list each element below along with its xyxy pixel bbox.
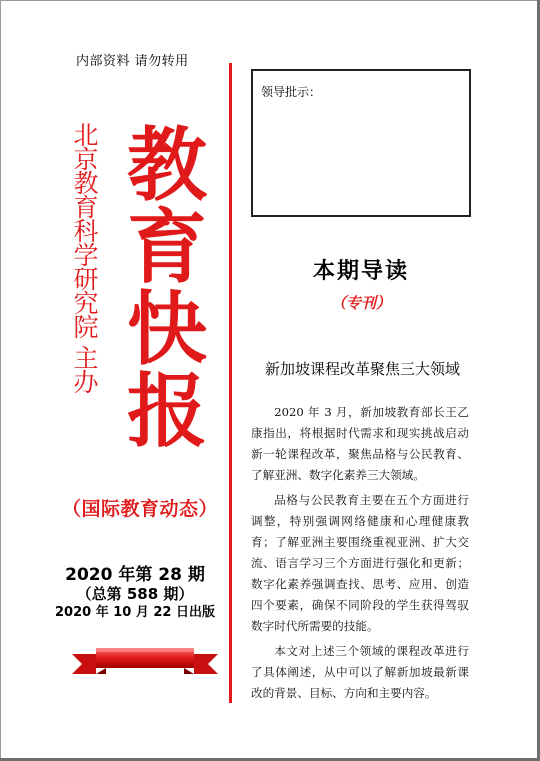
masthead-char-1: 教 [127, 119, 207, 212]
article-title: 新加坡课程改革聚焦三大领域 [264, 360, 460, 378]
issue-info [40, 565, 230, 622]
masthead-char-4: 报 [127, 365, 207, 458]
issue-number: 2020 年第 28 期 [65, 565, 205, 585]
guide-title: 本期导读 [312, 258, 409, 284]
masthead-char-3: 快 [127, 283, 207, 376]
article-paragraph: 品格与公民教育主要在五个方面进行调整，特别强调网络健康和心理健康教育；了解亚洲主要围绕重视亚洲、扩大交流、语言学习三个方面进行强化和更新；数字化素养强调查找、思考、应用、创造四个要素，确保不同阶段的学生获得驾驭数字时代所需要的技能。 [251, 493, 469, 633]
article-paragraph: 2020 年 3 月，新加坡教育部长王乙康指出，将根据时代需求和现实挑战启动新一轮课程改革，聚焦品格与公民教育、了解亚洲、数字化素养三大领域。 [251, 405, 469, 482]
internal-note: 内部资料 请勿转用 [76, 54, 189, 69]
article-body [251, 402, 469, 708]
approval-box [251, 69, 471, 217]
masthead-char-2: 育 [127, 201, 207, 294]
institute-name: 北京教育科学研究院 主办 [70, 122, 99, 393]
masthead-title [118, 119, 216, 458]
guide-subtitle: （专刊） [330, 294, 391, 312]
category-label: （国际教育动态） [61, 498, 218, 520]
article-paragraph: 本文对上述三个领域的课程改革进行了具体阐述，从中可以了解新加坡最新课改的背景、目标、方向和主要内容。 [251, 644, 469, 700]
issue-date: 2020 年 10 月 22 日出版 [55, 605, 215, 620]
approval-label: 领导批示： [261, 85, 322, 99]
ribbon-ornament [70, 640, 220, 680]
issue-total: （总第 588 期） [76, 585, 194, 603]
